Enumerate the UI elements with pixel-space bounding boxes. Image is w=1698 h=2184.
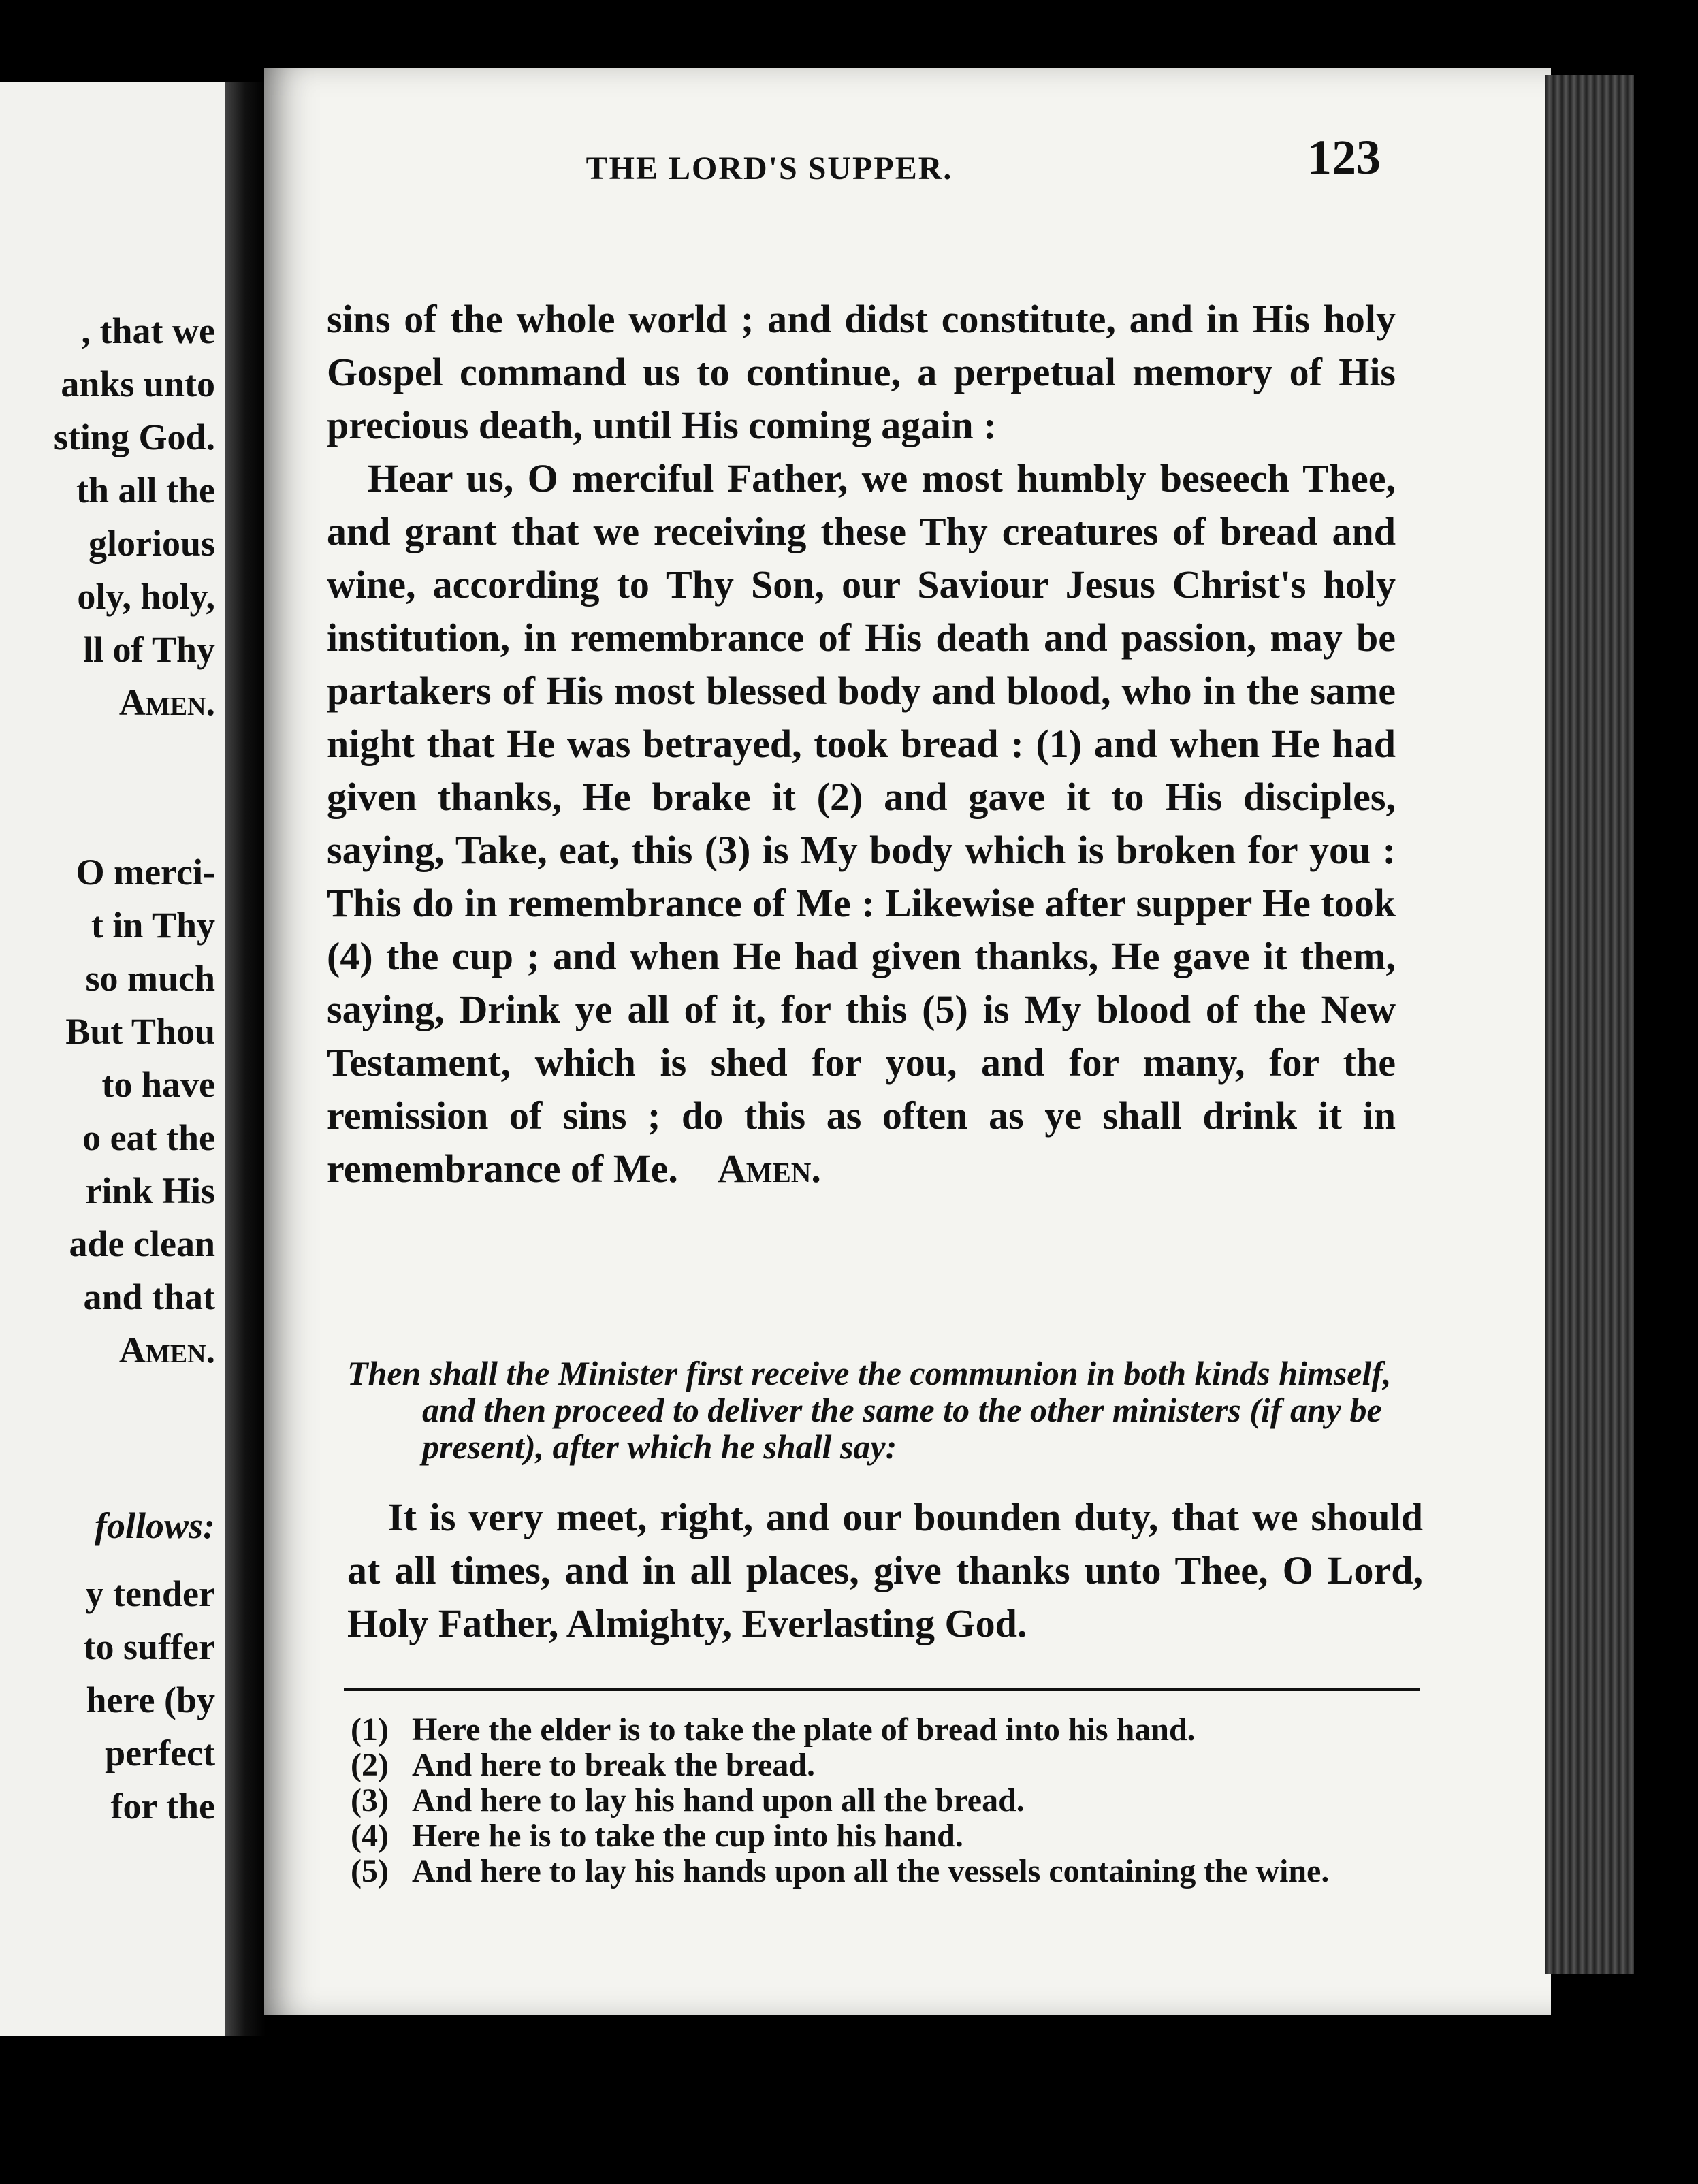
running-title: THE LORD'S SUPPER. (586, 150, 953, 187)
left-page-line: perfect (105, 1733, 215, 1773)
footnote-mark: (1) (351, 1712, 389, 1748)
left-page-line: t in Thy (91, 905, 215, 946)
rubric-text: Then shall the Minister first receive the communion in both kinds himself, and then proceed to deliver the same to the other ministers (if any be present), after which he shall say: (347, 1354, 1392, 1466)
rubric-instruction (347, 1355, 1423, 1465)
left-page-line: Amen. (118, 682, 215, 723)
left-page-line: , that we (81, 310, 215, 351)
page-number: 123 (1307, 130, 1381, 184)
footnote-item (351, 1712, 1440, 1748)
left-page-line: and that (83, 1276, 215, 1317)
left-page-line: ll of Thy (82, 629, 215, 670)
left-page-line: follows: (94, 1505, 215, 1546)
footnote-text: Here he is to take the cup into his hand. (412, 1818, 963, 1854)
page-edges (1545, 75, 1634, 1974)
left-page-line: glorious (88, 523, 215, 564)
footnote-mark: (5) (351, 1853, 389, 1889)
footnote-text: Here the elder is to take the plate of bread into his hand. (412, 1712, 1196, 1748)
footnote-mark: (4) (351, 1818, 389, 1854)
left-page-line: anks unto (61, 364, 215, 404)
left-page-line: Amen. (118, 1330, 215, 1370)
footnote-item (351, 1748, 1440, 1783)
footnote-rule (344, 1688, 1420, 1691)
left-page-line: here (by (86, 1680, 215, 1720)
left-page-line: But Thou (65, 1011, 215, 1052)
left-page-line: o eat the (82, 1117, 215, 1158)
main-text (327, 293, 1396, 1195)
book-gutter (225, 82, 266, 2036)
footnote-text: And here to break the bread. (412, 1747, 816, 1783)
footnote-item (351, 1854, 1440, 1889)
left-facing-page (0, 82, 225, 2036)
left-page-line: oly, holy, (77, 576, 215, 617)
footnote-mark: (2) (351, 1747, 389, 1783)
consecration-text: Hear us, O merciful Father, we most humbly beseech Thee, and grant that we receiving these Thy creatures of bread and wine, according to Thy Son, our Saviour Jesus Christ's holy institution, in remembrance of His death and passion, may be partakers of His most blessed body and blood, who in the same night that He was betrayed, took bread : (1) and when He had given thanks, He brake it (2) and gave it to His disciples, saying, Take, eat, this (3) is My body which is broken for you : This do in remembrance of Me : Likewise after supper He took (4) the cup ; and when He had given thanks, He gave it them, saying, Drink ye all of it, for this (5) is My blood of the New Testament, which is shed for you, and for many, for the remission of sins ; do this as often as ye shall drink it in remembrance of Me. (327, 456, 1396, 1191)
left-page-line: for the (110, 1786, 215, 1827)
footnote-text: And here to lay his hands upon all the vessels containing the wine. (412, 1853, 1330, 1889)
paragraph-consecration (327, 452, 1396, 1195)
left-page-line: to suffer (83, 1626, 215, 1667)
left-page-line: to have (101, 1064, 215, 1105)
footnote-item (351, 1783, 1440, 1818)
amen: Amen. (717, 1146, 821, 1191)
footnote-mark: (3) (351, 1782, 389, 1818)
preface-text: It is very meet, right, and our bounden duty, that we should at all times, and in all places, give thanks unto Thee, O Lord, Holy Father, Almighty, Everlasting God. (347, 1495, 1423, 1645)
footnotes (351, 1712, 1440, 1889)
left-page-line: y tender (85, 1573, 215, 1614)
left-page-line: O merci- (76, 852, 215, 893)
preface-paragraph (347, 1491, 1423, 1650)
left-page-line: th all the (76, 470, 215, 511)
left-page-line: ade clean (69, 1223, 215, 1264)
left-page-line: sting God. (53, 417, 215, 457)
left-page-line: so much (85, 958, 215, 999)
paragraph-continuation: sins of the whole world ; and didst constitute, and in His holy Gospel command us to continue, a perpetual memory of His precious death, until His coming again : (327, 297, 1396, 447)
left-page-line: rink His (85, 1170, 215, 1211)
footnote-item (351, 1818, 1440, 1854)
footnote-text: And here to lay his hand upon all the bread. (412, 1782, 1025, 1818)
